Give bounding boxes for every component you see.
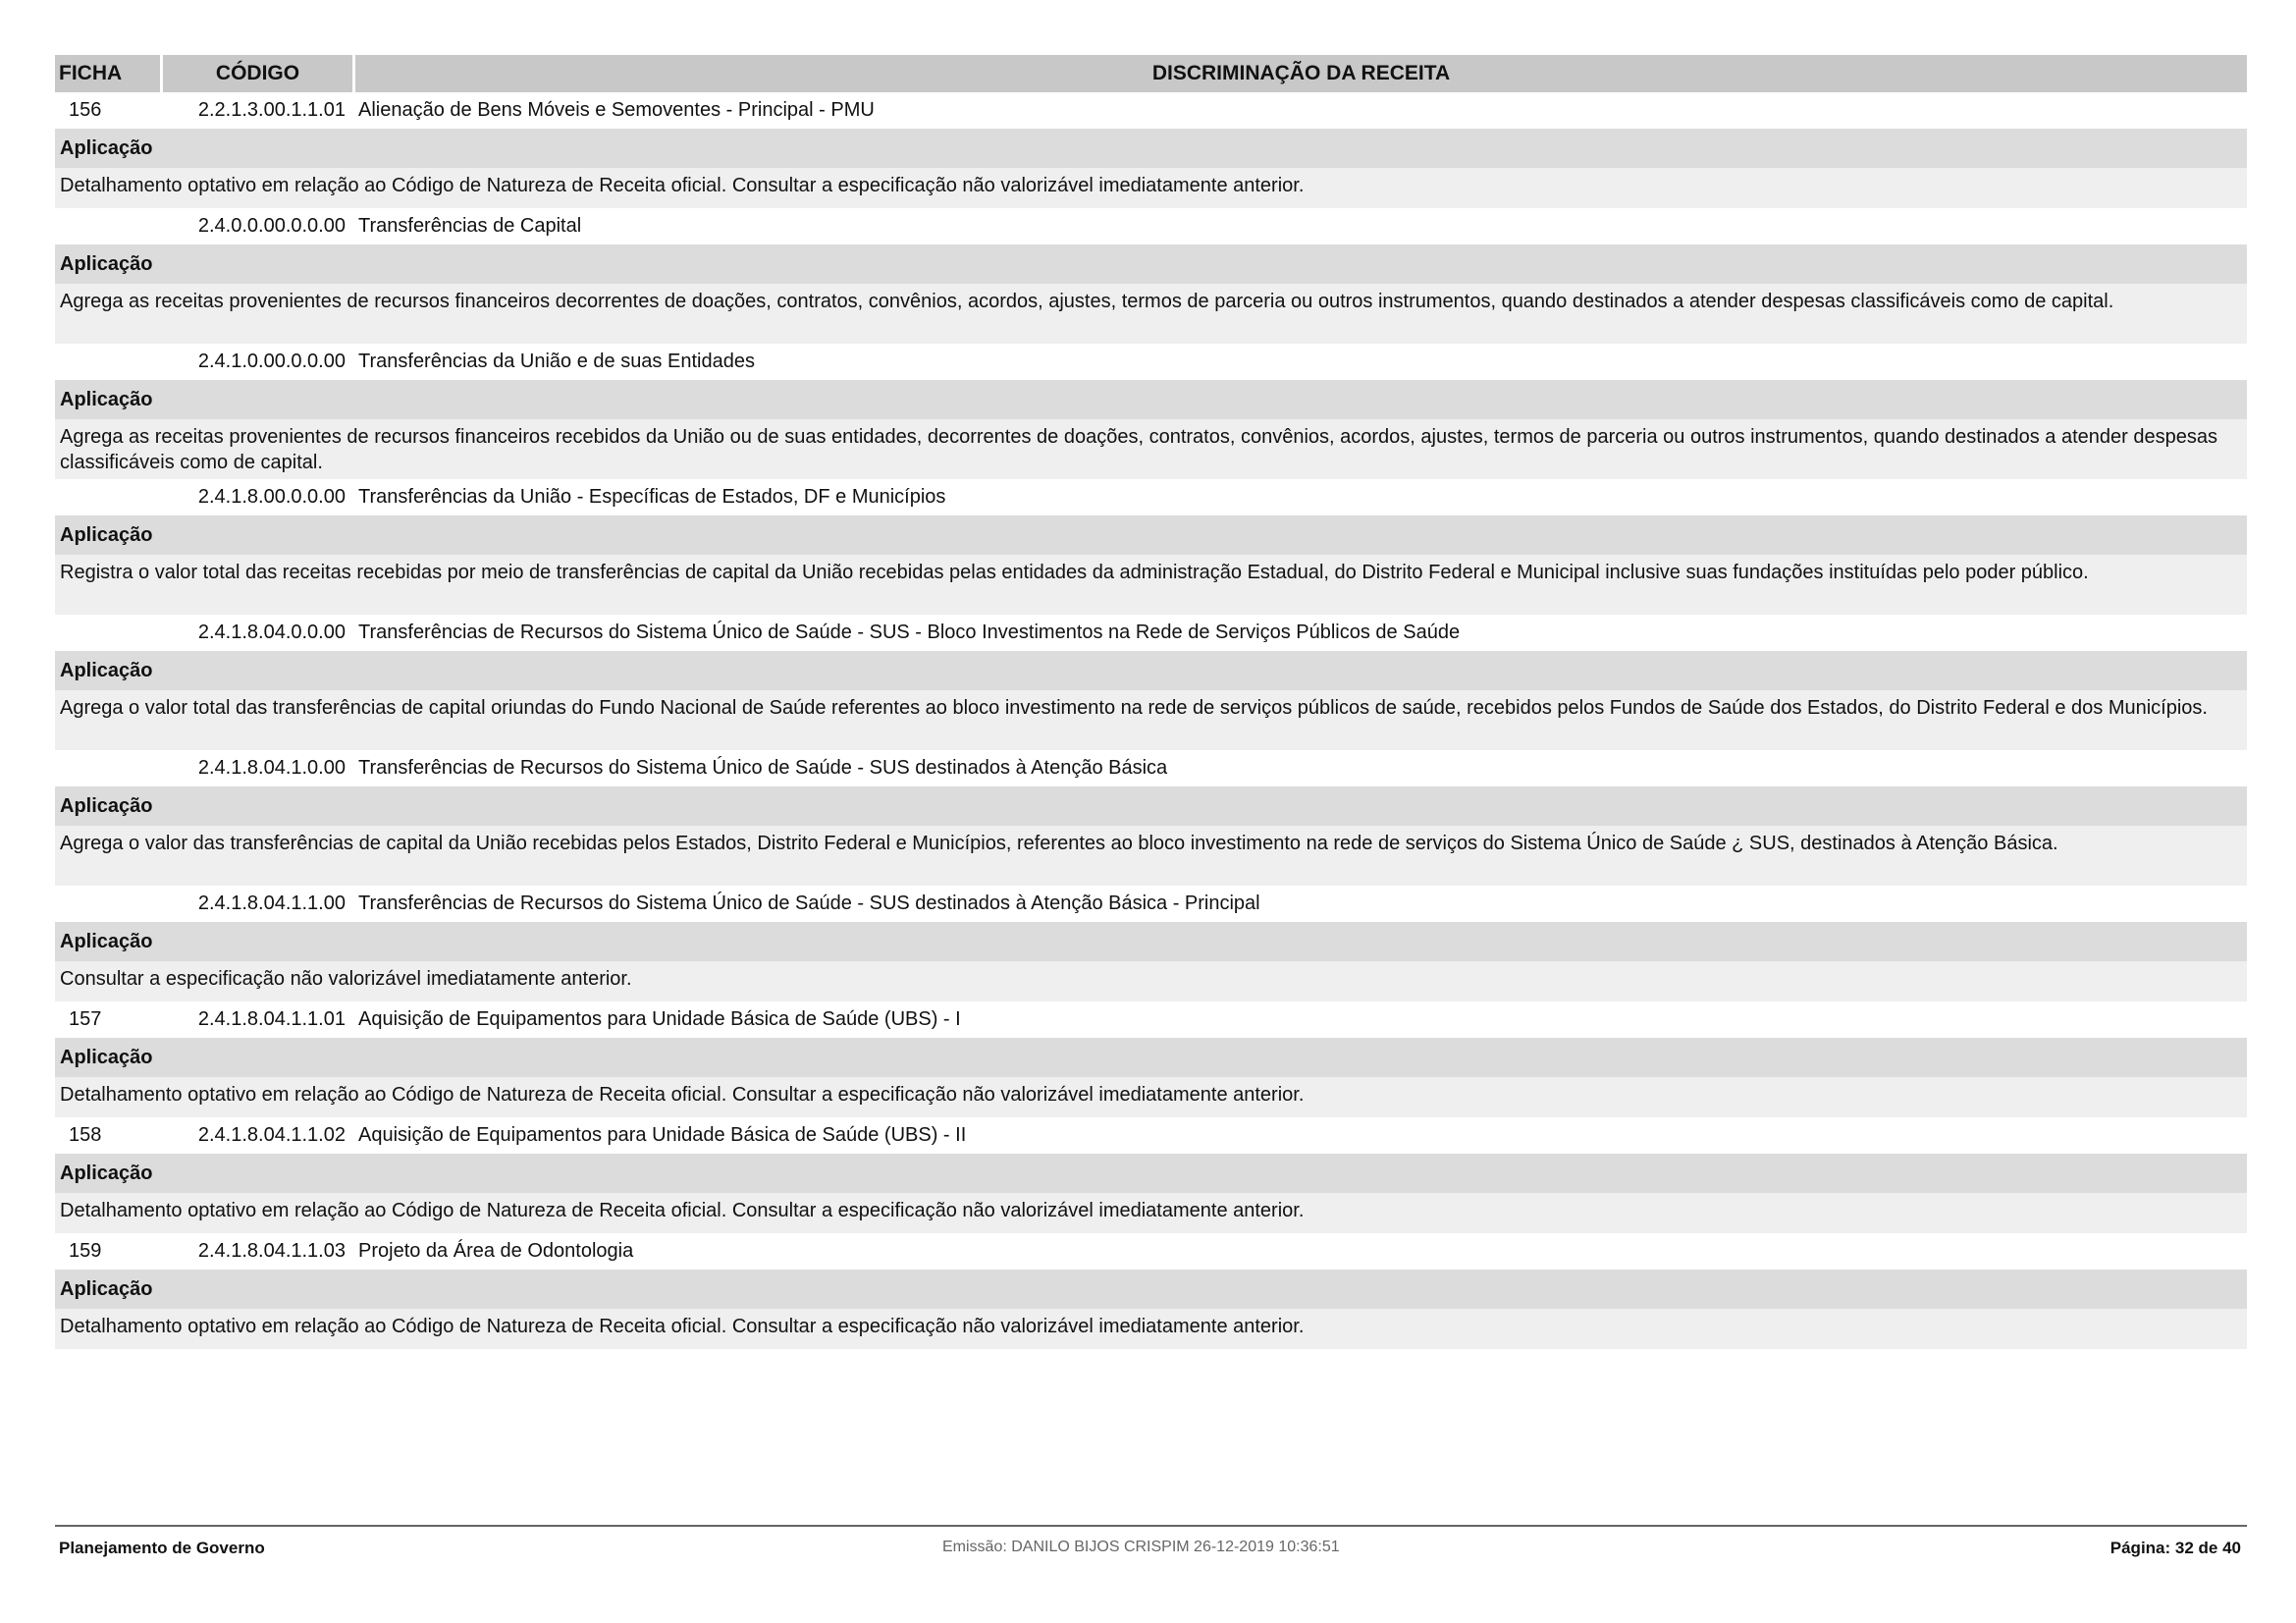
row-descricao: Transferências de Recursos do Sistema Único de Saúde - SUS destinados à Atenção Básica [358,757,1168,779]
row-codigo: 2.4.1.8.00.0.0.00 [197,486,346,508]
aplicacao-text: Consultar a especificação não valorizável imediatamente anterior. [55,961,2247,1001]
row-ficha: 158 [69,1124,102,1146]
table-row [55,886,2247,922]
aplicacao-text: Detalhamento optativo em relação ao Código de Natureza de Receita oficial. Consultar a especificação não valorizável imediatamente anterior. [55,1193,2247,1233]
footer-org: Planejamento de Governo [59,1539,265,1557]
row-codigo: 2.4.1.0.00.0.0.00 [197,351,346,372]
table-row [55,479,2247,515]
table-row [55,1001,2247,1038]
aplicacao-text: Detalhamento optativo em relação ao Código de Natureza de Receita oficial. Consultar a especificação não valorizável imediatamente anterior. [55,1309,2247,1349]
row-descricao: Transferências de Capital [358,215,582,237]
footer-page-number: Página: 32 de 40 [2109,1539,2241,1557]
aplicacao-text: Agrega o valor total das transferências de capital oriundas do Fundo Nacional de Saúde referentes ao bloco investimento na rede de serviços públicos de saúde, recebidos pelos Fundos de Saúde dos Estados, do Distrito Federal e dos Municípios. [55,690,2247,750]
table-row [55,92,2247,129]
row-descricao: Transferências da União - Específicas de Estados, DF e Municípios [358,486,946,508]
aplicacao-label: Aplicação [55,1270,2247,1309]
row-ficha: 157 [69,1008,102,1030]
row-descricao: Aquisição de Equipamentos para Unidade Básica de Saúde (UBS) - I [358,1008,961,1030]
aplicacao-text: Registra o valor total das receitas recebidas por meio de transferências de capital da União recebidas pelas entidades da administração Estadual, do Distrito Federal e Municipal inclusive suas fundações instituídas pelo poder público. [55,555,2247,615]
row-codigo: 2.4.1.8.04.1.1.03 [197,1240,346,1262]
aplicacao-label: Aplicação [55,922,2247,961]
aplicacao-text: Detalhamento optativo em relação ao Código de Natureza de Receita oficial. Consultar a especificação não valorizável imediatamente anterior. [55,168,2247,208]
aplicacao-text: Agrega as receitas provenientes de recursos financeiros decorrentes de doações, contratos, convênios, acordos, ajustes, termos de parceria ou outros instrumentos, quando destinados a atender despesas classificáveis como de capital. [55,284,2247,344]
revenue-table [55,55,2247,1349]
footer-divider [55,1525,2247,1527]
table-row [55,615,2247,651]
row-codigo: 2.4.1.8.04.1.1.02 [197,1124,346,1146]
row-codigo: 2.2.1.3.00.1.1.01 [197,99,346,121]
table-row [55,1233,2247,1270]
aplicacao-label: Aplicação [55,380,2247,419]
aplicacao-text: Detalhamento optativo em relação ao Código de Natureza de Receita oficial. Consultar a especificação não valorizável imediatamente anterior. [55,1077,2247,1117]
row-descricao: Transferências de Recursos do Sistema Único de Saúde - SUS - Bloco Investimentos na Rede de Serviços Públicos de Saúde [358,622,1461,643]
row-descricao: Transferências da União e de suas Entidades [358,351,755,372]
aplicacao-label: Aplicação [55,515,2247,555]
footer-emission: Emissão: DANILO BIJOS CRISPIM 26-12-2019 10:36:51 [942,1539,1340,1555]
aplicacao-label: Aplicação [55,129,2247,168]
header-ficha: FICHA [55,55,163,92]
aplicacao-text: Agrega o valor das transferências de capital da União recebidas pelos Estados, Distrito Federal e Municípios, referentes ao bloco investimento na rede de serviços do Sistema Único de Saúde ¿ SUS, destinados à Atenção Básica. [55,826,2247,886]
table-row [55,208,2247,244]
row-codigo: 2.4.1.8.04.1.0.00 [197,757,346,779]
table-row [55,344,2247,380]
row-descricao: Alienação de Bens Móveis e Semoventes - Principal - PMU [358,99,875,121]
header-discriminacao: DISCRIMINAÇÃO DA RECEITA [1151,62,1451,84]
row-codigo: 2.4.0.0.00.0.0.00 [197,215,346,237]
row-ficha: 159 [69,1240,102,1262]
row-descricao: Projeto da Área de Odontologia [358,1240,634,1262]
table-header [55,55,2247,92]
row-codigo: 2.4.1.8.04.0.0.00 [197,622,346,643]
row-ficha: 156 [69,99,102,121]
row-descricao: Aquisição de Equipamentos para Unidade Básica de Saúde (UBS) - II [358,1124,967,1146]
row-codigo: 2.4.1.8.04.1.1.00 [197,893,346,914]
row-descricao: Transferências de Recursos do Sistema Único de Saúde - SUS destinados à Atenção Básica - Principal [358,893,1260,914]
aplicacao-label: Aplicação [55,651,2247,690]
table-row [55,750,2247,786]
aplicacao-text: Agrega as receitas provenientes de recursos financeiros recebidos da União ou de suas entidades, decorrentes de doações, contratos, convênios, acordos, ajustes, termos de parceria ou outros instrumentos, quando destinados a atender despesas classificáveis como de capital. [55,419,2247,479]
aplicacao-label: Aplicação [55,1154,2247,1193]
aplicacao-label: Aplicação [55,786,2247,826]
header-codigo: CÓDIGO [163,55,355,92]
table-row [55,1117,2247,1154]
row-codigo: 2.4.1.8.04.1.1.01 [197,1008,346,1030]
aplicacao-label: Aplicação [55,244,2247,284]
aplicacao-label: Aplicação [55,1038,2247,1077]
